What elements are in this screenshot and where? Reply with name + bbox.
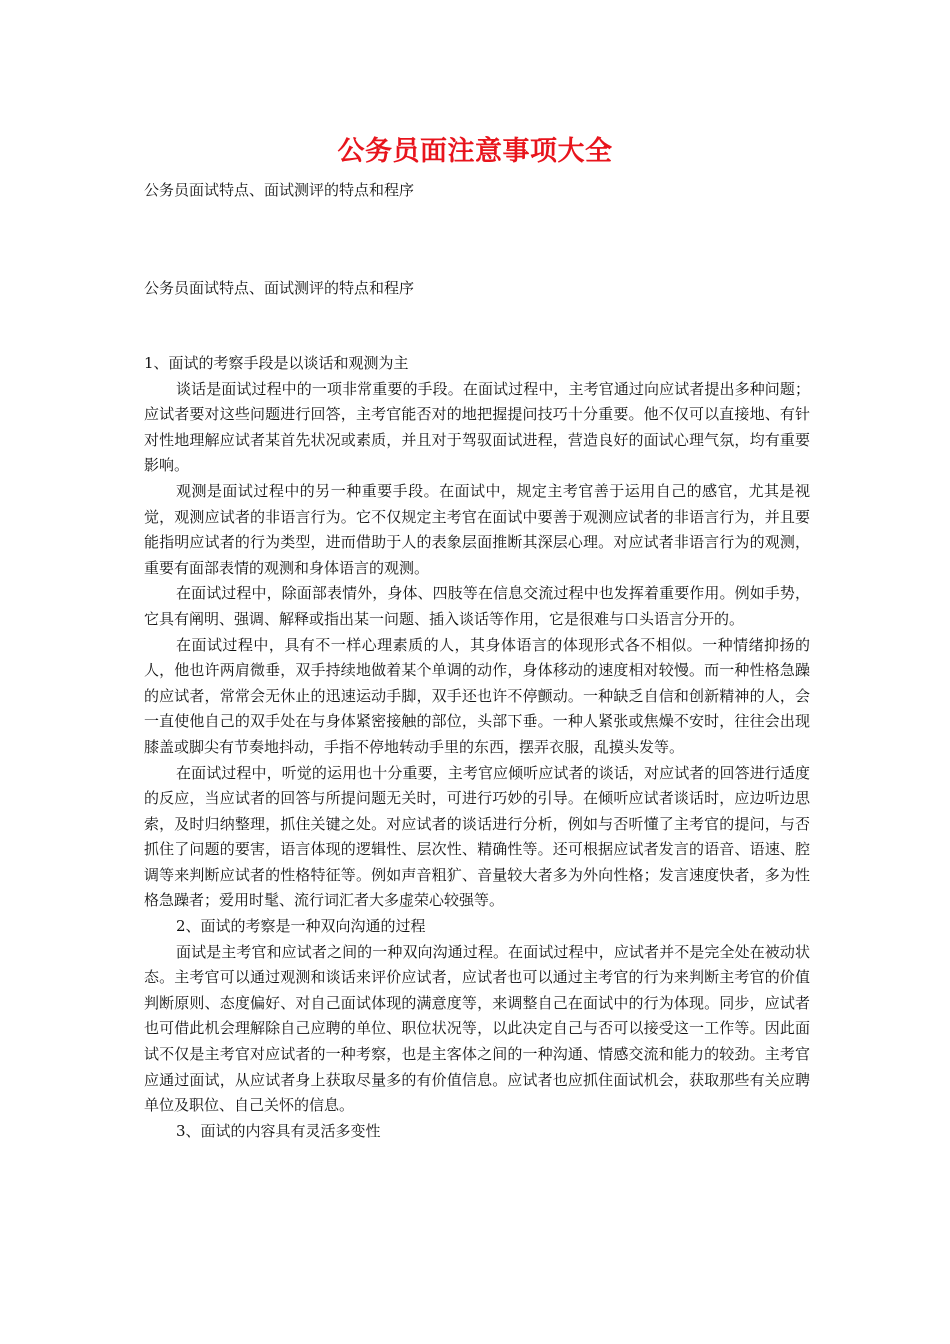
paragraph: 在面试过程中，听觉的运用也十分重要，主考官应倾听应试者的谈话，对应试者的回答进行适度的反应，当应试者的回答与所提问题无关时，可进行巧妙的引导。在倾听应试者谈话时，应边听边思索，及时归纳整理，抓住关键之处。对应试者的谈话进行分析，例如与否听懂了主考官的提问，与否抓住了问题的要害，语言体现的逻辑性、层次性、精确性等。还可根据应试者发言的语音、语速、腔调等来判断应试者的性格特征等。例如声音粗犷、音量较大者多为外向性格；发言速度快者，多为性格急躁者；爱用时髦、流行词汇者大多虚荣心较强等。 xyxy=(144,763,810,910)
section-heading: 3、面试的内容具有灵活多变性 xyxy=(176,1121,381,1140)
paragraph: 观测是面试过程中的另一种重要手段。在面试中，规定主考官善于运用自己的感官，尤其是视觉，观测应试者的非语言行为。它不仅规定主考官在面试中要善于观测应试者的非语言行为，并且要能指明应试者的行为类型，进而借助于人的表象层面推断其深层心理。对应试者非语言行为的观测，重要有面部表情的观测和身体语言的观测。 xyxy=(144,481,810,577)
paragraph: 在面试过程中，具有不一样心理素质的人，其身体语言的体现形式各不相似。一种情绪抑扬的人，他也许两肩微垂，双手持续地做着某个单调的动作，身体移动的速度相对较慢。而一种性格急躁的应试者，常常会无休止的迅速运动手脚，双手还也许不停颤动。一种缺乏自信和创新精神的人，会一直使他自己的双手处在与身体紧密接触的部位，头部下垂。一种人紧张或焦燥不安时，往往会出现膝盖或脚尖有节奏地抖动，手指不停地转动手里的东西，摆弄衣服，乱摸头发等。 xyxy=(144,635,810,756)
section-heading: 2、面试的考察是一种双向沟通的过程 xyxy=(176,917,426,936)
section-heading: 1、面试的考察手段是以谈话和观测为主 xyxy=(144,354,409,372)
document-subtitle: 公务员面试特点、面试测评的特点和程序 xyxy=(144,181,415,199)
paragraph: 在面试过程中，除面部表情外，身体、四肢等在信息交流过程中也发挥着重要作用。例如手势，它具有阐明、强调、解释或指出某一问题、插入谈话等作用，它是很难与口头语言分开的。 xyxy=(144,584,810,628)
document-subtitle-repeat: 公务员面试特点、面试测评的特点和程序 xyxy=(144,279,415,297)
document-body xyxy=(144,351,810,1144)
paragraph: 谈话是面试过程中的一项非常重要的手段。在面试过程中，主考官通过向应试者提出多种问题；应试者要对这些问题进行回答，主考官能否对的地把握提问技巧十分重要。他不仅可以直接地、有针对性地理解应试者某首先状况或素质，并且对于驾驭面试进程，营造良好的面试心理气氛，均有重要影响。 xyxy=(144,379,810,475)
document-title: 公务员面注意事项大全 xyxy=(337,136,613,167)
paragraph: 面试是主考官和应试者之间的一种双向沟通过程。在面试过程中，应试者并不是完全处在被动状态。主考官可以通过观测和谈话来评价应试者，应试者也可以通过主考官的行为来判断主考官的价值判断原则、态度偏好、对自己面试体现的满意度等，来调整自己在面试中的行为体现。同步，应试者也可借此机会理解除自己应聘的单位、职位状况等，以此决定自己与否可以接受这一工作等。因此面试不仅是主考官对应试者的一种考察，也是主客体之间的一种沟通、情感交流和能力的较劲。主考官应通过面试，从应试者身上获取尽量多的有价值信息。应试者也应抓住面试机会，获取那些有关应聘单位及职位、自己关怀的信息。 xyxy=(144,942,810,1115)
